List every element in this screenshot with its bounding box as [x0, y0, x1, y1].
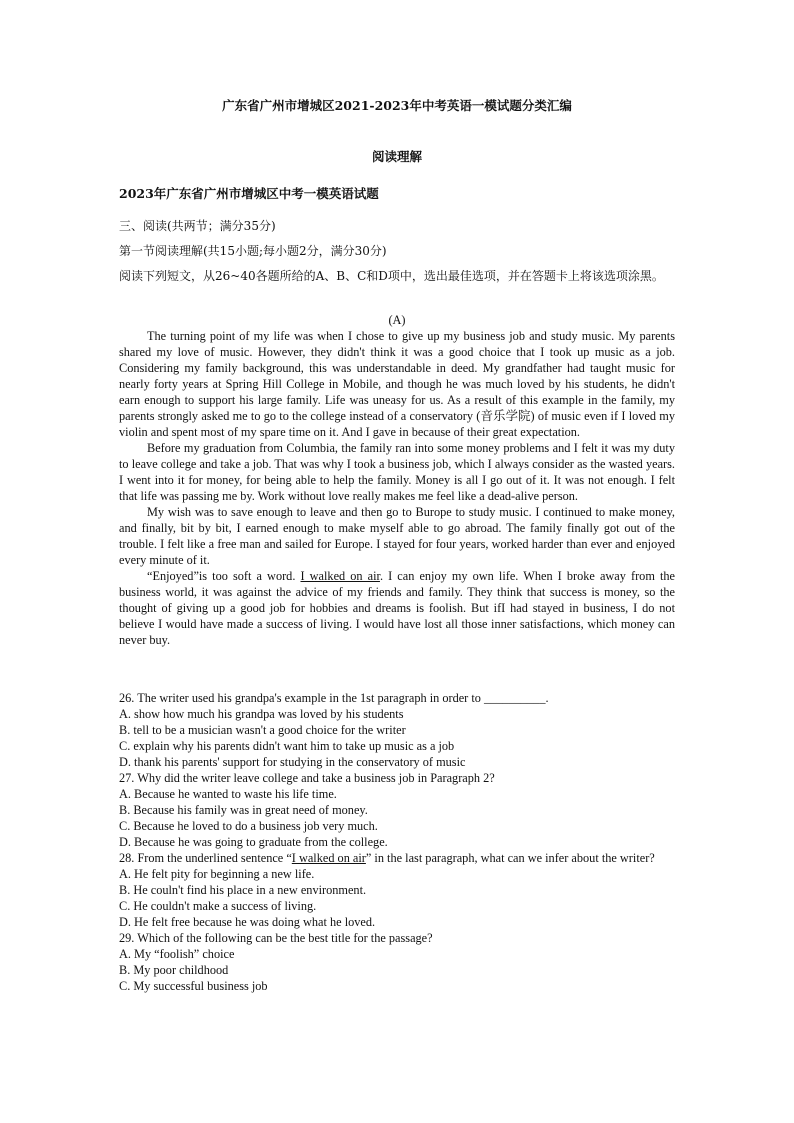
section-heading: 三、阅读(共两节；满分35分)	[119, 219, 276, 233]
document-title: 广东省广州市增城区2021-2023年中考英语一模试题分类汇编	[222, 98, 572, 113]
exam-title: 2023年广东省广州市增城区中考一模英语试题	[119, 186, 379, 201]
question-26-option-c: C. explain why his parents didn't want him to take up music as a job	[119, 739, 455, 753]
paragraph-3: My wish was to save enough to leave and then go to Burope to study music. I continued to make money, and finally, bit by bit, I earned enough to make myself able to go abroad. The family finally got out of the trouble. I felt like a free man and sailed for Europe. I stayed for four years, worked harder than ever and enjoyed every minute of it.	[119, 505, 675, 567]
question-26-stem: 26. The writer used his grandpa's example in the 1st paragraph in order to __________.	[119, 691, 549, 705]
question-28-stem	[119, 850, 675, 866]
underlined-sentence: I walked on air	[300, 569, 380, 583]
question-28-option-a: A. He felt pity for beginning a new life.	[119, 867, 315, 881]
directions-text: 阅读下列短文，从26~40各题所给的A、B、C和D项中，选出最佳选项，并在答题卡上将该选项涂黑。	[119, 269, 664, 283]
paragraph-4-rest: . I can enjoy my own life. When I broke away from the business world, it was against the advice of my friends and family. They think that success is money, so the thought of giving up a good job for hobbies and dreams is foolish. But ifI had stayed in business, I do not believe I would have made a success of living. I would have lost all those inner satisfactions, which money can never buy.	[119, 569, 675, 647]
question-27-option-b: B. Because his family was in great need of money.	[119, 803, 368, 817]
question-list	[119, 690, 675, 994]
question-28-option-d: D. He felt free because he was doing what he loved.	[119, 915, 376, 929]
question-28-stem-start: 28. From the underlined sentence “	[119, 851, 292, 865]
passage-label: (A)	[388, 313, 406, 327]
question-28-underlined: I walked on air	[291, 851, 366, 865]
question-26-option-a: A. show how much his grandpa was loved by his students	[119, 707, 404, 721]
question-29-option-b: B. My poor childhood	[119, 963, 229, 977]
question-26-option-b: B. tell to be a musician wasn't a good choice for the writer	[119, 723, 406, 737]
question-27-stem: 27. Why did the writer leave college and take a business job in Paragraph 2?	[119, 771, 495, 785]
reading-passage	[119, 328, 675, 648]
question-29-option-c: C. My successful business job	[119, 979, 268, 993]
question-27-option-d: D. Because he was going to graduate from the college.	[119, 835, 388, 849]
question-28-stem-end: ” in the last paragraph, what can we infer about the writer?	[365, 851, 655, 865]
paragraph-4	[119, 568, 675, 648]
question-29-option-a: A. My “foolish” choice	[119, 947, 235, 961]
question-26-option-d: D. thank his parents' support for studying in the conservatory of music	[119, 755, 466, 769]
question-27-option-c: C. Because he loved to do a business job very much.	[119, 819, 378, 833]
paragraph-1: The turning point of my life was when I chose to give up my business job and study music. My parents shared my love of music. However, they didn't think it was a good choice that I took up music as a job. Considering my family background, this was understandable in deed. My grandfather had taught music for nearly forty years at Spring Hill College in Mobile, and though he was much loved by his students, he didn't earn enough to support his large family. Life was uneasy for us. As a result of this example in the family, my parents strongly asked me to go to the college instead of a conservatory (音乐学院) of music even if I loved my violin and spent most of my spare time on it. And I gave in because of their great expectation.	[119, 329, 675, 439]
question-28-option-c: C. He couldn't make a success of living.	[119, 899, 317, 913]
part-heading: 第一节阅读理解(共15小题;每小题2分，满分30分)	[119, 244, 387, 258]
question-28-option-b: B. He couln't find his place in a new environment.	[119, 883, 367, 897]
paragraph-2: Before my graduation from Columbia, the family ran into some money problems and I felt it was my duty to leave college and take a job. That was why I took a business job, which I always consider as the wasted years. I went into it for money, for being able to help the family. Money is all I go out of it. It was not enough. I felt that life was passing me by. Work without love really makes me feel like a dead-alive person.	[119, 441, 675, 503]
question-27-option-a: A. Because he wanted to waste his life time.	[119, 787, 337, 801]
section-subtitle: 阅读理解	[371, 149, 422, 164]
paragraph-4-start: “Enjoyed”is too soft a word.	[147, 569, 301, 583]
question-29-stem: 29. Which of the following can be the best title for the passage?	[119, 931, 433, 945]
